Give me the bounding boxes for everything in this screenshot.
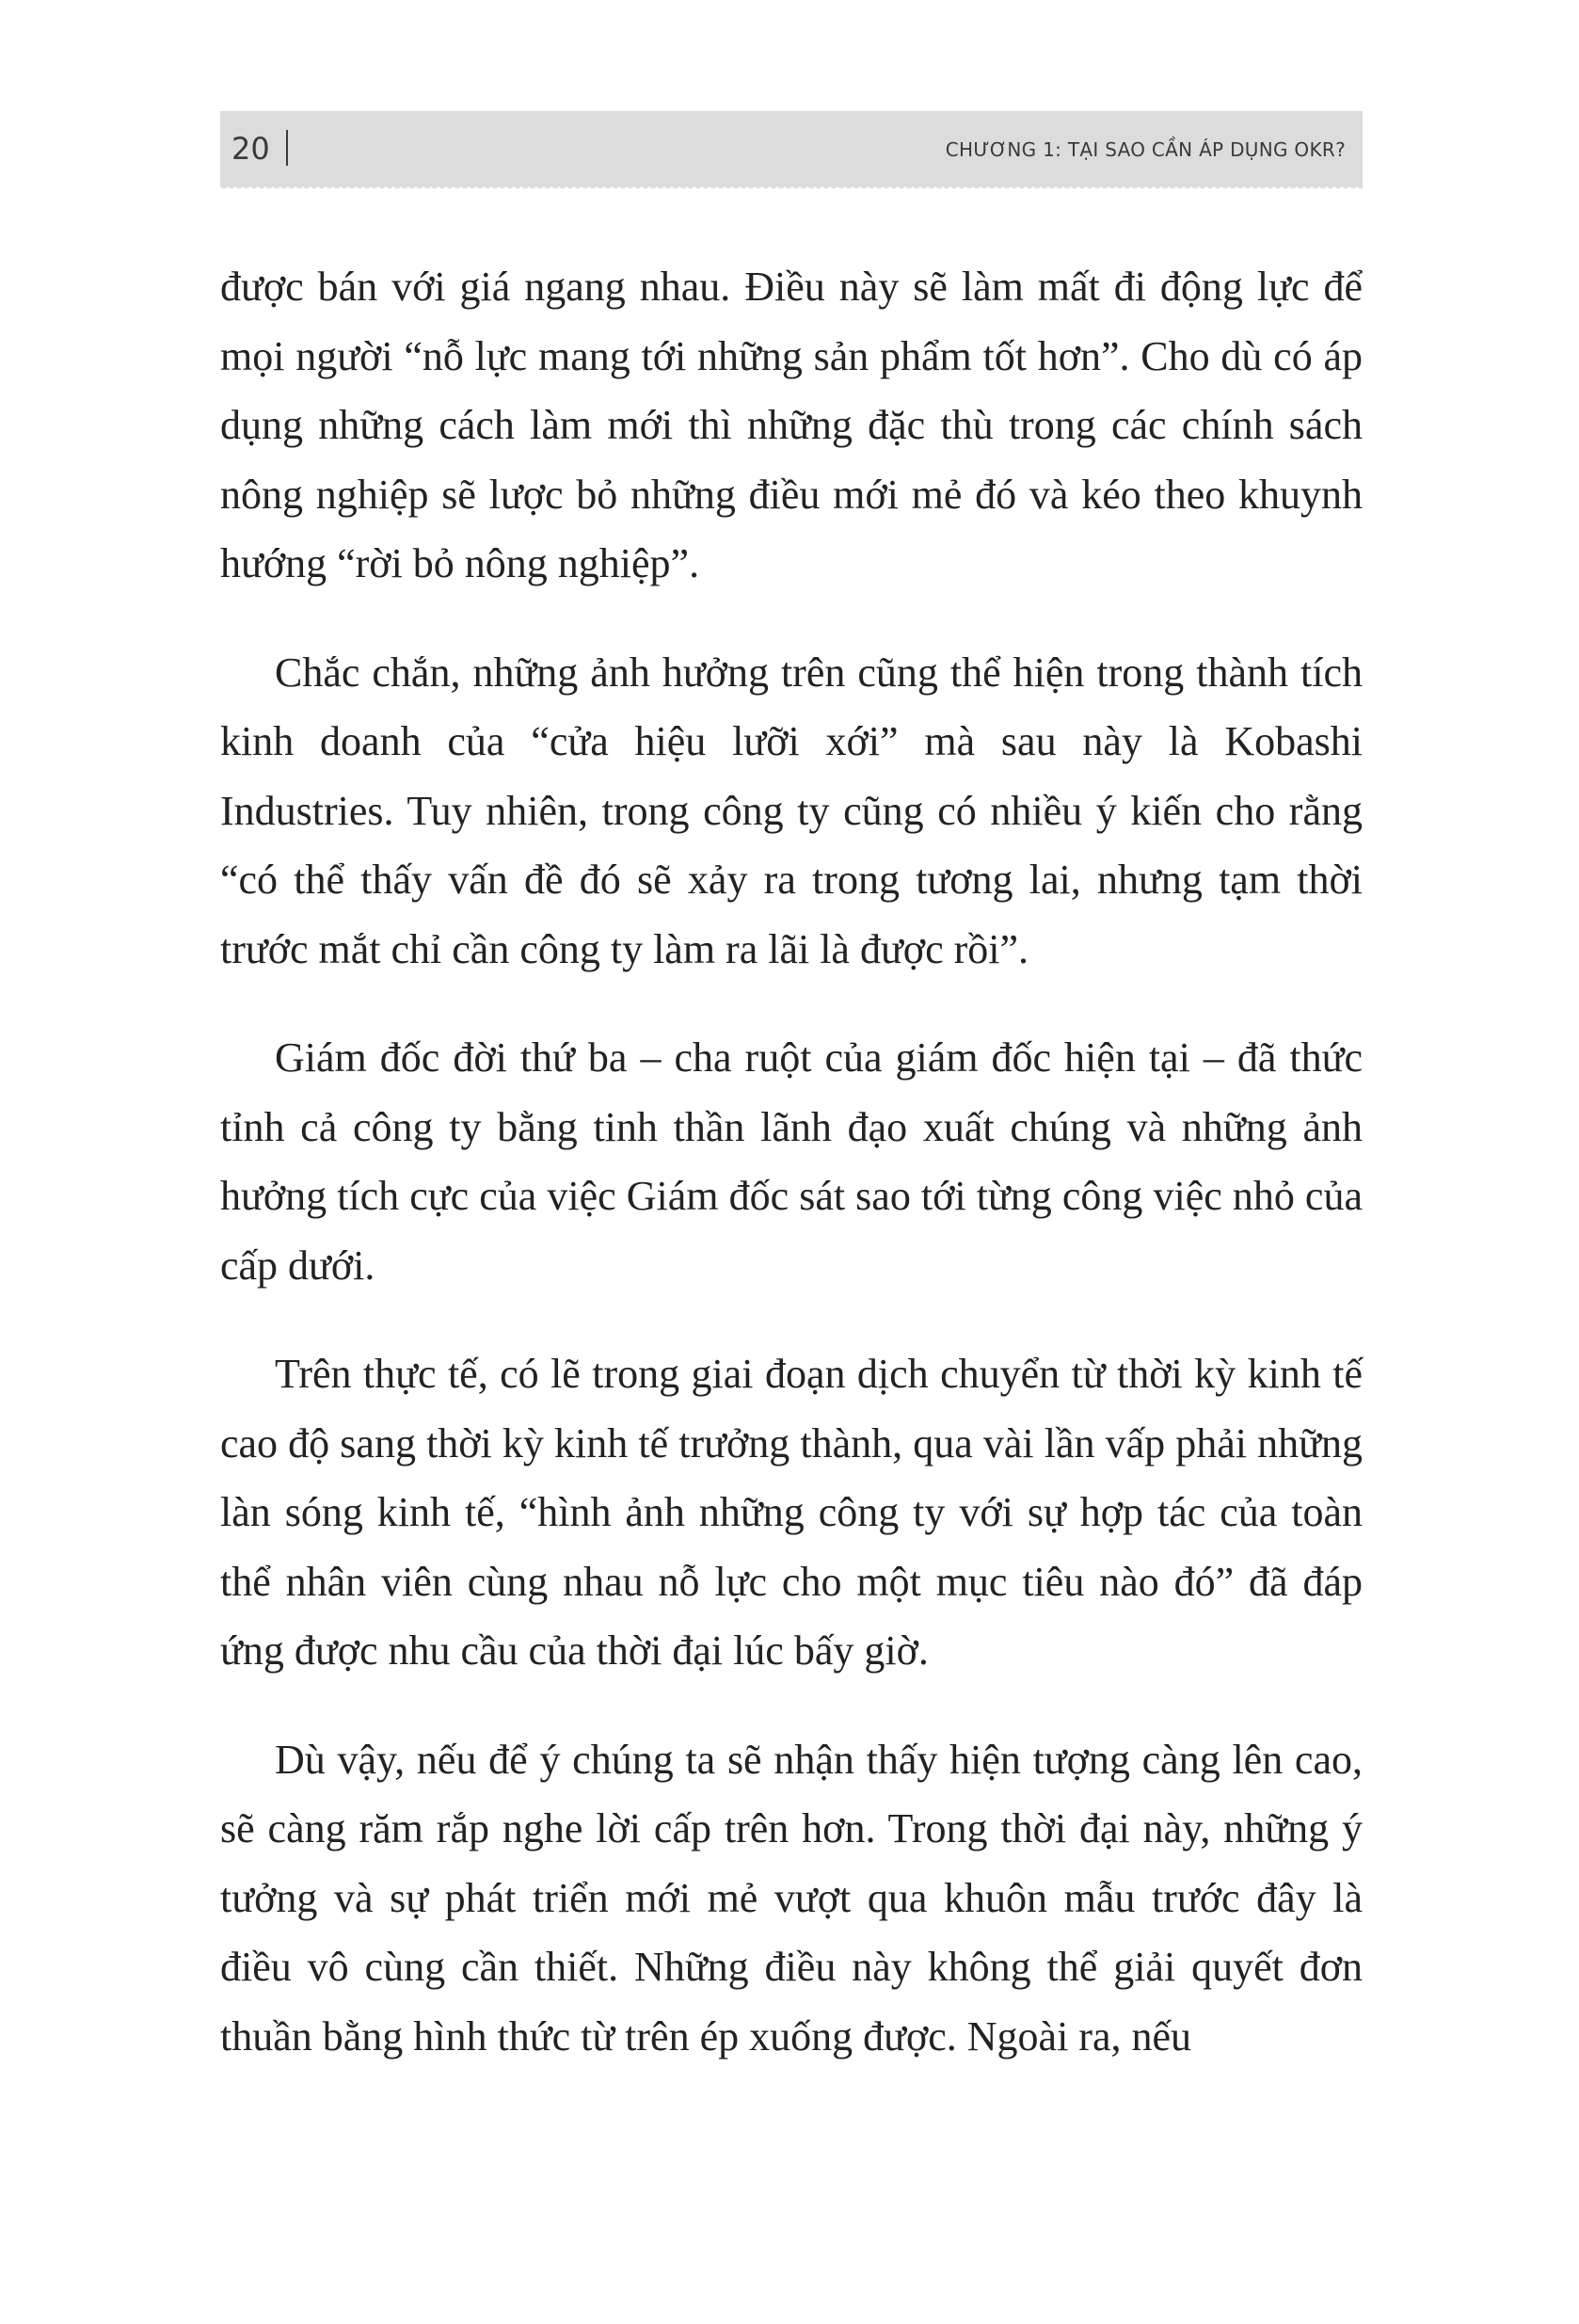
- body-text: [220, 252, 1363, 2110]
- paragraph-5: Dù vậy, nếu để ý chúng ta sẽ nhận thấy hiện tượng càng lên cao, sẽ càng răm rắp nghe lời cấp trên hơn. Trong thời đại này, những ý tưởng và sự phát triển mới mẻ vượt qua khuôn mẫu trước đây là điều vô cùng cần thiết. Những điều này không thể giải quyết đơn thuần bằng hình thức từ trên ép xuống được. Ngoài ra, nếu: [220, 1736, 1363, 2060]
- page-number: 20: [231, 131, 270, 167]
- paragraph-1: được bán với giá ngang nhau. Điều này sẽ làm mất đi động lực để mọi người “nỗ lực mang tới những sản phẩm tốt hơn”. Cho dù có áp dụng những cách làm mới thì những đặc thù trong các chính sách nông nghiệp sẽ lược bỏ những điều mới mẻ đó và kéo theo khuynh hướng “rời bỏ nông nghiệp”.: [220, 264, 1363, 586]
- paragraph-4: Trên thực tế, có lẽ trong giai đoạn dịch chuyển từ thời kỳ kinh tế cao độ sang thời kỳ kinh tế trưởng thành, qua vài lần vấp phải những làn sóng kinh tế, “hình ảnh những công ty với sự hợp tác của toàn thể nhân viên cùng nhau nỗ lực cho một mục tiêu nào đó” đã đáp ứng được nhu cầu của thời đại lúc bấy giờ.: [220, 1351, 1363, 1674]
- running-header: [220, 111, 1363, 186]
- paragraph-3: Giám đốc đời thứ ba – cha ruột của giám đốc hiện tại – đã thức tỉnh cả công ty bằng tinh thần lãnh đạo xuất chúng và những ảnh hưởng tích cực của việc Giám đốc sát sao tới từng công việc nhỏ của cấp dưới.: [220, 1034, 1363, 1289]
- chapter-title: CHƯƠNG 1: TẠI SAO CẦN ÁP DỤNG OKR?: [945, 138, 1346, 161]
- paragraph-2: Chắc chắn, những ảnh hưởng trên cũng thể hiện trong thành tích kinh doanh của “cửa hiệu lưỡi xới” mà sau này là Kobashi Industries. Tuy nhiên, trong công ty cũng có nhiều ý kiến cho rằng “có thể thấy vấn đề đó sẽ xảy ra trong tương lai, nhưng tạm thời trước mắt chỉ cần công ty làm ra lãi là được rồi”.: [220, 649, 1363, 972]
- header-divider: [286, 130, 288, 166]
